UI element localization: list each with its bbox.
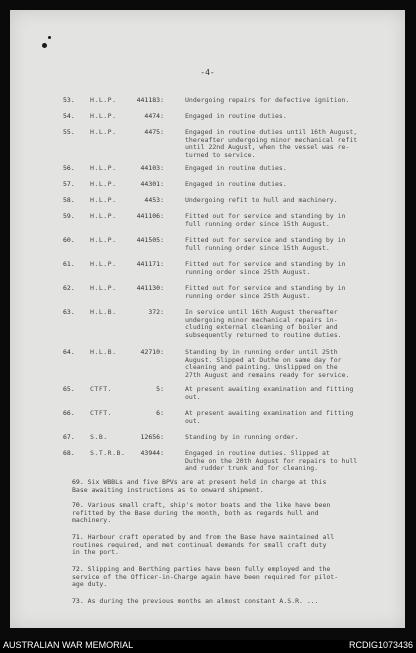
paragraph-text: Harbour craft operated by and from the Base have maintained all routines required, and met continual demands for small craft duty in the port.	[72, 533, 335, 556]
paragraph-number: 70.	[72, 501, 84, 509]
numbered-paragraph	[72, 502, 392, 525]
numbered-paragraph	[72, 566, 392, 589]
vessel-status: Fitted out for service and standing by in full running order since 15th August.	[185, 236, 346, 252]
entry-number: 65.	[63, 385, 75, 393]
document-page	[10, 10, 405, 628]
vessel-number: 42710:	[140, 348, 164, 356]
vessel-number: 44103:	[140, 164, 164, 172]
vessel-status: Fitted out for service and standing by in running order since 25th August.	[185, 260, 346, 276]
vessel-class: H.L.P.	[90, 112, 117, 120]
entry-number: 64.	[63, 348, 75, 356]
archive-footer	[0, 640, 416, 653]
entry-number: 67.	[63, 433, 75, 441]
vessel-number: 441130:	[136, 284, 164, 292]
entry-number: 68.	[63, 449, 75, 457]
vessel-number: 4453:	[144, 196, 164, 204]
vessel-status: Engaged in routine duties until 16th August, thereafter undergoing minor mechanical refit until 22nd August, when the vessel was re- turned to service.	[185, 128, 358, 159]
archive-reference: RCDIG1073436	[348, 640, 413, 650]
vessel-number: 43944:	[140, 449, 164, 457]
vessel-number: 12656:	[140, 433, 164, 441]
entry-number: 66.	[63, 409, 75, 417]
paragraph-text: Slipping and Berthing parties have been fully employed and the service of the Officer-in-Charge again have been required for pilot- age duty.	[72, 565, 339, 588]
vessel-class: CTFT.	[90, 385, 113, 393]
vessel-class: H.L.P.	[90, 180, 117, 188]
punch-hole-mark	[48, 36, 51, 39]
vessel-number: 4474:	[144, 112, 164, 120]
entry-number: 61.	[63, 260, 75, 268]
entry-number: 60.	[63, 236, 75, 244]
vessel-number: 4475:	[144, 128, 164, 136]
paragraph-text: Six WBBLs and five BPVs are at present held in charge at this Base awaiting instructions as to onward shipment.	[72, 478, 327, 494]
entry-number: 59.	[63, 212, 75, 220]
entry-number: 53.	[63, 96, 75, 104]
entry-number: 62.	[63, 284, 75, 292]
vessel-class: H.L.P.	[90, 164, 117, 172]
vessel-number: 44301:	[140, 180, 164, 188]
numbered-paragraph	[72, 598, 392, 606]
vessel-status: At present awaiting examination and fitting out.	[185, 385, 354, 401]
vessel-class: H.L.P.	[90, 260, 117, 268]
vessel-status: Undergoing repairs for defective ignition.	[185, 96, 350, 104]
vessel-number: 441171:	[136, 260, 164, 268]
vessel-class: H.L.P.	[90, 236, 117, 244]
vessel-class: S.T.R.B.	[90, 449, 126, 457]
vessel-number: 6:	[156, 409, 164, 417]
punch-hole-mark	[42, 43, 47, 48]
page-number: -4-	[200, 68, 215, 77]
vessel-class: S.B.	[90, 433, 108, 441]
vessel-class: H.L.P.	[90, 96, 117, 104]
paragraph-text: Various small craft, ship's motor boats and the like have been refitted by the Base during the month, both as regards hull and machinery.	[72, 501, 331, 524]
entry-number: 54.	[63, 112, 75, 120]
paragraph-text: As during the previous months an almost constant A.S.R. ...	[87, 597, 319, 605]
vessel-class: H.L.B.	[90, 308, 117, 316]
vessel-number: 372:	[148, 308, 164, 316]
vessel-number: 5:	[156, 385, 164, 393]
vessel-status: Standing by in running order until 25th August. Slipped at Duthe on same day for cleaning and painting. Unslipped on the 27th August and remains ready for service.	[185, 348, 350, 379]
vessel-status: Standing by in running order.	[185, 433, 299, 441]
entry-number: 57.	[63, 180, 75, 188]
vessel-number: 441106:	[136, 212, 164, 220]
archive-name: AUSTRALIAN WAR MEMORIAL	[3, 640, 134, 650]
vessel-class: H.L.P.	[90, 284, 117, 292]
vessel-number: 441183:	[136, 96, 164, 104]
vessel-class: H.L.P.	[90, 128, 117, 136]
vessel-class: H.L.P.	[90, 196, 117, 204]
vessel-class: CTFT.	[90, 409, 113, 417]
vessel-class: H.L.B.	[90, 348, 117, 356]
entry-number: 55.	[63, 128, 75, 136]
numbered-paragraph	[72, 479, 392, 494]
paragraph-number: 73.	[72, 597, 84, 605]
vessel-status: Engaged in routine duties.	[185, 164, 287, 172]
numbered-paragraph	[72, 534, 392, 557]
vessel-class: H.L.P.	[90, 212, 117, 220]
paragraph-number: 72.	[72, 565, 84, 573]
entry-number: 58.	[63, 196, 75, 204]
vessel-status: In service until 16th August thereafter undergoing minor mechanical repairs in- cluding external cleaning of boiler and subsequently returned to routine duties.	[185, 308, 342, 339]
vessel-number: 441505:	[136, 236, 164, 244]
paragraph-number: 71.	[72, 533, 84, 541]
vessel-status: At present awaiting examination and fitting out.	[185, 409, 354, 425]
vessel-status: Fitted out for service and standing by in running order since 25th August.	[185, 284, 346, 300]
entry-number: 56.	[63, 164, 75, 172]
vessel-status: Engaged in routine duties. Slipped at Duthe on the 20th August for repairs to hull and rudder trunk and for cleaning.	[185, 449, 358, 472]
vessel-status: Undergoing refit to hull and machinery.	[185, 196, 338, 204]
entry-number: 63.	[63, 308, 75, 316]
vessel-status: Engaged in routine duties.	[185, 112, 287, 120]
paragraph-number: 69.	[72, 478, 84, 486]
vessel-status: Fitted out for service and standing by in full running order since 15th August.	[185, 212, 346, 228]
vessel-status: Engaged in routine duties.	[185, 180, 287, 188]
